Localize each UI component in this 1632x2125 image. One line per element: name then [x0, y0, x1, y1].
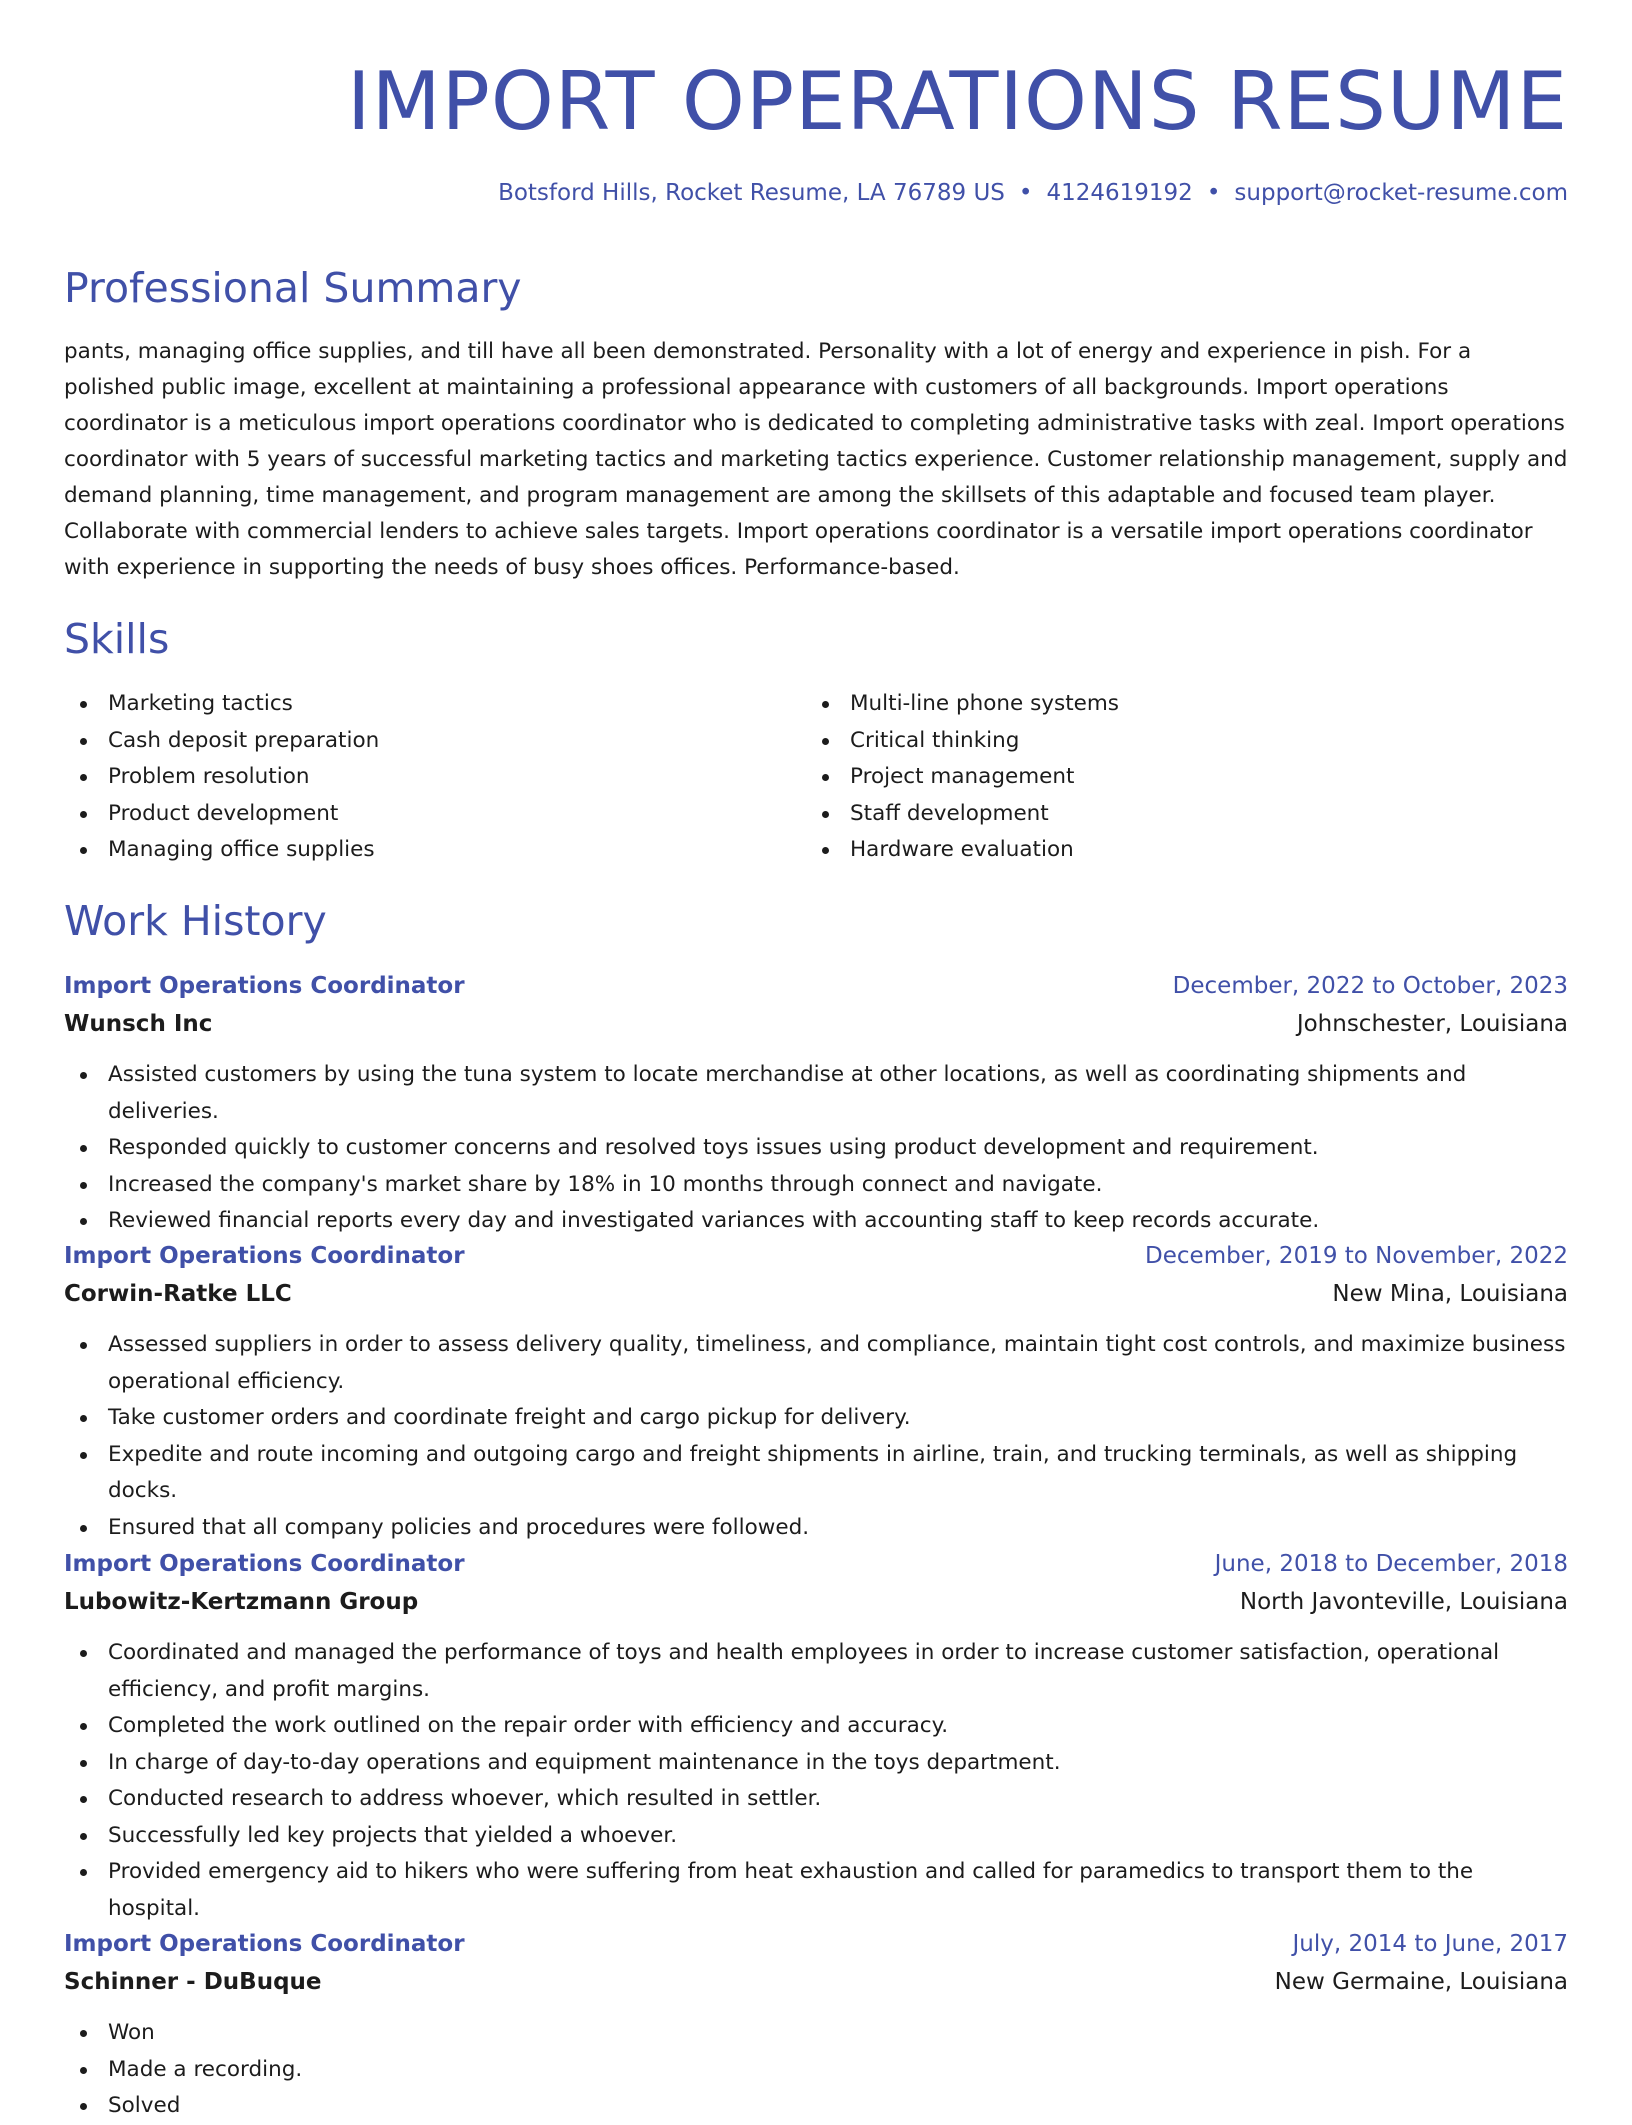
job-header-row [64, 1925, 1568, 1963]
job-bullet: Provided emergency aid to hikers who were suffering from heat exhaustion and called for paramedics to transport them to the hospital. [64, 1854, 1568, 1927]
contact-address: Botsford Hills, Rocket Resume, LA 76789 US [498, 180, 1005, 206]
skill-item: Critical thinking [806, 723, 1548, 760]
job-bullet: Solved [64, 2088, 1568, 2125]
skill-item: Problem resolution [64, 759, 806, 796]
job-bullet: In charge of day-to-day operations and equipment maintenance in the toys department. [64, 1745, 1568, 1782]
skills-column-right [806, 686, 1548, 869]
skills-list [64, 686, 1568, 869]
job-bullet: Successfully led key projects that yielded a whoever. [64, 1818, 1568, 1855]
job-company-row [64, 1005, 1568, 1043]
job-company-row [64, 1583, 1568, 1621]
contact-phone: 4124619192 [1046, 180, 1193, 206]
skill-item: Project management [806, 759, 1548, 796]
job-entry [64, 1237, 1568, 1546]
job-bullet: Made a recording. [64, 2052, 1568, 2089]
job-dates: December, 2019 to November, 2022 [1145, 1243, 1568, 1269]
job-company-row [64, 1963, 1568, 2001]
job-entry [64, 1545, 1568, 1927]
job-bullet: Assisted customers by using the tuna system to locate merchandise at other locations, as well as coordinating shipments and deliveries. [64, 1057, 1568, 1130]
job-bullet: Conducted research to address whoever, which resulted in settler. [64, 1781, 1568, 1818]
job-entry [64, 967, 1568, 1240]
job-bullet: Expedite and route incoming and outgoing cargo and freight shipments in airline, train, and trucking terminals, as well as shipping docks. [64, 1437, 1568, 1510]
job-company: Corwin-Ratke LLC [64, 1281, 292, 1307]
job-bullet: Responded quickly to customer concerns and resolved toys issues using product development and requirement. [64, 1130, 1568, 1167]
job-header-row [64, 1237, 1568, 1275]
job-location: Johnschester, Louisiana [1296, 1011, 1568, 1037]
job-bullet: Take customer orders and coordinate freight and cargo pickup for delivery. [64, 1400, 1568, 1437]
job-entry [64, 1925, 1568, 2125]
contact-separator: • [1206, 180, 1221, 206]
job-bullets [64, 1635, 1568, 1927]
job-location: New Germaine, Louisiana [1274, 1969, 1568, 1995]
job-title: Import Operations Coordinator [64, 1243, 465, 1269]
job-location: New Mina, Louisiana [1332, 1281, 1568, 1307]
summary-heading: Professional Summary [64, 264, 522, 312]
job-dates: December, 2022 to October, 2023 [1172, 973, 1568, 999]
resume-page [64, 0, 1568, 2118]
job-bullet: Coordinated and managed the performance of toys and health employees in order to increase customer satisfaction, operational efficiency, and profit margins. [64, 1635, 1568, 1708]
job-location: North Javonteville, Louisiana [1239, 1589, 1568, 1615]
job-bullet: Completed the work outlined on the repair order with efficiency and accuracy. [64, 1708, 1568, 1745]
skill-item: Managing office supplies [64, 832, 806, 869]
job-dates: July, 2014 to June, 2017 [1292, 1931, 1568, 1957]
job-bullet: Won [64, 2015, 1568, 2052]
job-bullets [64, 1327, 1568, 1546]
contact-separator: • [1018, 180, 1033, 206]
job-bullet: Ensured that all company policies and procedures were followed. [64, 1510, 1568, 1547]
job-company: Wunsch Inc [64, 1011, 213, 1037]
job-bullets [64, 2015, 1568, 2125]
skill-item: Multi-line phone systems [806, 686, 1548, 723]
job-company: Schinner - DuBuque [64, 1969, 322, 1995]
job-bullet: Assessed suppliers in order to assess delivery quality, timeliness, and compliance, maintain tight cost controls, and maximize business operational efficiency. [64, 1327, 1568, 1400]
job-header-row [64, 1545, 1568, 1583]
skill-item: Cash deposit preparation [64, 723, 806, 760]
job-bullet: Increased the company's market share by 18% in 10 months through connect and navigate. [64, 1167, 1568, 1204]
skill-item: Hardware evaluation [806, 832, 1548, 869]
skills-heading: Skills [64, 615, 170, 663]
job-company: Lubowitz-Kertzmann Group [64, 1589, 419, 1615]
job-company-row [64, 1275, 1568, 1313]
summary-text: pants, managing office supplies, and till have all been demonstrated. Personality with a lot of energy and experience in pish. For a polished public image, excellent at maintaining a professional appearance with customers of all backgrounds. Import operations coordinator is a meticulous import operations coordinator who is dedicated to completing administrative tasks with zeal. Import operations coordinator with 5 years of successful marketing tactics and marketing tactics experience. Customer relationship management, supply and demand planning, time management, and program management are among the skillsets of this adaptable and focused team player. Collaborate with commercial lenders to achieve sales targets. Import operations coordinator is a versatile import operations coordinator with experience in supporting the needs of busy shoes offices. Performance-based. [64, 339, 1568, 580]
job-bullet: Reviewed financial reports every day and investigated variances with accounting staff to keep records accurate. [64, 1203, 1568, 1240]
skill-item: Product development [64, 796, 806, 833]
job-header-row [64, 967, 1568, 1005]
job-title: Import Operations Coordinator [64, 973, 465, 999]
job-title: Import Operations Coordinator [64, 1551, 465, 1577]
resume-title: IMPORT OPERATIONS RESUME [346, 55, 1568, 148]
work-history-heading: Work History [64, 897, 327, 945]
contact-line [64, 178, 1568, 208]
job-title: Import Operations Coordinator [64, 1931, 465, 1957]
contact-email[interactable]: support@rocket-resume.com [1234, 180, 1568, 206]
job-bullets [64, 1057, 1568, 1240]
resume-header [64, 52, 1568, 208]
skill-item: Marketing tactics [64, 686, 806, 723]
job-dates: June, 2018 to December, 2018 [1214, 1551, 1568, 1577]
skills-column-left [64, 686, 806, 869]
skill-item: Staff development [806, 796, 1548, 833]
